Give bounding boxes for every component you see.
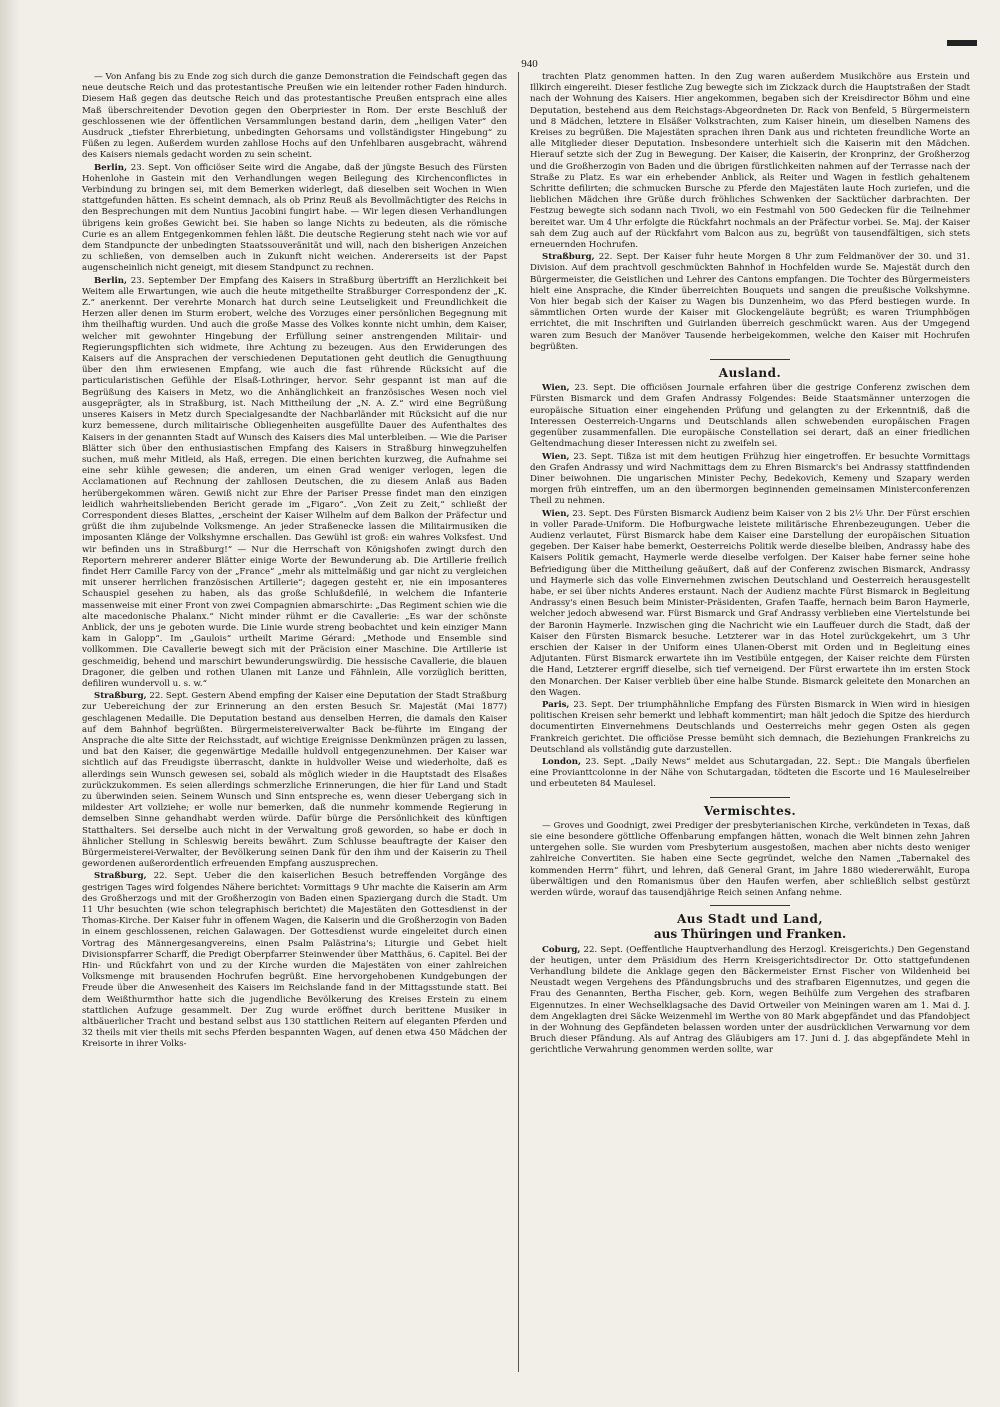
article-paragraph: [530, 383, 970, 450]
dateline: Wien,: [542, 383, 570, 394]
right-column: [530, 72, 970, 1058]
article-text: 23. Sept. Die officiösen Journale erfahren über die gestrige Conferenz zwischen dem Fürsten Bismarck und dem Grafen Andrassy Folgendes: Beide Staatsmänner unterzogen die europäische Situation einer eingehenden Prüfung und gelangten zu der Erkenntniß, daß die Interessen Oesterreich-Ungarns und Deutschlands allen schwebenden europäischen Fragen gegenüber zusammenfallen. Die europäische Constellation sei derart, daß an einer friedlichen Geltendmachung dieser Interessen nicht zu zweifeln sei.: [530, 383, 970, 450]
article-text: 22. Sept. Ueber die den kaiserlichen Besuch betreffenden Vorgänge des gestrigen Tages wird folgendes Nähere berichtet: Vormittags 9 Uhr machte die Kaiserin am Arm des Großherzogs und mit der Großherzogin von Baden einen Spaziergang durch die Stadt. Um 11 Uhr besuchten (wie schon telegraphisch berichtet) die Majestäten den Gottesdienst in der Thomas-Kirche. Der Kaiser fuhr in offenem Wagen, die Kaiserin und die Großherzogin von Baden in einem geschlossenen, reichen Galawagen. Der Gottesdienst wurde eingeleitet durch einen Vortrag des Männergesangvereins, einen Psalm Palästrina's; Liturgie und Gebet hielt Divisionspfarrer Scharff, die Predigt Oberpfarrer Steinwender über Matthäus, 6. Capitel. Bei der Hin- und Rückfahrt von und zu der Kirche wurden die Majestäten von einer zahlreichen Volksmenge mit brausenden Hochrufen begrüßt. Eine hervorgehobenen Kundgebungen der Freude über die Anwesenheit des Kaisers im Reichslande fand in der Mittagsstunde statt. Bei dem Weißthurmthor hatte sich die jugendliche Bevölkerung des Kreises Erstein zu einem stattlichen Aufzuge gesammelt. Der Zug wurde eröffnet durch berittene Musiker in altbäuerlicher Tracht und bestand selbst aus 130 stattlichen Reitern auf eleganten Pferden und 32 theils mit vier theils mit sechs Pferden bespannten Wagen, auf denen etwa 450 Mädchen der Kreisorte in ihrer Volks-: [82, 871, 507, 1050]
section-rule: [710, 359, 790, 360]
article-text: 23. September Der Empfang des Kaisers in Straßburg übertrifft an Herzlichkeit bei Weitem alle Erwartungen, wie auch die heute mitgetheilte Straßburger Correspondenz der „K. Z.“ anerkennt. Der verehrte Monarch hat durch seine Leutseligkeit und Freundlichkeit die Herzen aller denen im Sturm erobert, welche des Vorzuges einer persönlichen Begegnung mit ihm theilhaftig wurden. Und auch die große Masse des Volkes konnte nicht umhin, dem Kaiser, welcher mit gewohnter Hingebung der Erfüllung seiner anstrengenden Militair- und Regierungspflichten sich widmete, ihre Achtung zu bezeugen. Aus den Erwiderungen des Kaisers auf die Ansprachen der verschiedenen Deputationen geht deutlich die Genugthuung über den ihm erwiesenen Empfang, wie auch die fast rührende Rücksicht auf die particularistischen Gefühle der Elsaß-Lothringer, hervor. Sehr gespannt ist man auf die Begrüßung des Kaisers in Metz, wo die Anhänglichkeit an französisches Wesen noch viel ausgeprägter, als in Straßburg, ist. Nach Mittheilung der „N. A. Z.“ wird eine Begrüßung unseres Kaisers in Metz durch Specialgesandte der Nachbarländer mit Rücksicht auf die nur kurz bemessene, durch militairische Obliegenheiten ausgefüllte Dauer des Aufenthaltes des Kaisers in der genannten Stadt auf Wunsch des Kaisers dies Mal unterbleiben. — Wie die Pariser Blätter sich über den enthusiastischen Empfang des Kaisers in Straßburg hinwegzuhelfen suchen, muß mehr Mitleid, als Haß, erregen. Die einen berichten kurzweg, die Aufnahme sei eine sehr kühle gewesen; die anderen, um einen Grad weniger verlogen, legen die Acclamationen auf Rechnung der zahllosen Deutschen, die zu diesem Anlaß aus Baden herübergekommen wären. Gewiß nicht zur Ehre der Pariser Presse findet man den einzigen leidlich wahrheitsliebenden Bericht gerade im „Figaro“. „Von Zeit zu Zeit,“ schließt der Correspondent dieses Blattes, „erscheint der Kaiser Wilhelm auf dem Balkon der Präfectur und grüßt die ihm zujubelnde Volksmenge. An jeder Straßenecke lassen die Militairmusiken die imposanten Klänge der Volkshymne erschallen. Das Gewühl ist groß: ein wahres Volksfest. Und wir befinden uns in Straßburg!“ — Nur die Herrschaft von Königshofen zwingt durch den Reportern mehrerer anderer Blätter einige Worte der Bewunderung ab. Die Artillerie freilich findet Herr Camille Farcy von der „France“ „mehr als mittelmäßig und gar nicht zu vergleichen mit unserer herrlichen französischen Artillerie“; dagegen gesteht er, nie ein imposanteres Schauspiel gesehen zu haben, als das große Schlußdefilé, in welchem die Infanterie massenweise mit einer Front von zwei Compagnien abmarschirte: „Das Regiment schien wie die alte macedonische Phalanx.“ Nicht minder rühmt er die Cavallerie: „Es war der schönste Anblick, der uns je geboten wurde. Die Linie wurde streng beobachtet und kein einziger Mann kam in Galopp“. Im „Gaulois“ urtheilt Marime Gérard: „Methode und Ensemble sind vollkommen. Die Cavallerie bewegt sich mit der Präcision einer Maschine. Die Artillerie ist geschmeidig, behend und marschirt bewunderungswürdig. Die hessische Cavallerie, die blauen Dragoner, die gelben und rothen Ulanen mit Lanze und Fähnlein, Alle vorzüglich beritten, defiliren wundervoll u. s. w.“: [82, 275, 507, 689]
page-number: 940: [521, 58, 538, 70]
dateline: London,: [542, 756, 582, 767]
section-rule: [710, 905, 790, 906]
article-paragraph: [530, 452, 970, 508]
dateline: Coburg,: [542, 944, 581, 955]
article-text: 23. Sept. Des Fürsten Bismarck Audienz beim Kaiser von 2 bis 2½ Uhr. Der Fürst erschien in voller Parade-Uniform. Die Hofburgwache leistete militärische Ehrenbezeugungen. Ueber die Audienz verlautet, Fürst Bismarck habe dem Kaiser eine Darstellung der europäischen Situation gegeben. Der Kaiser habe bemerkt, Oesterreichs Politik werde dieselbe bleiben, Andrassy habe des Kaisers Politik gemacht, Haymerle werde dieselbe verfolgen. Der Kaiser habe ferner seine hohe Befriedigung über die Mittheilung geäußert, daß auf der Conferenz zwischen Bismarck, Andrassy und Haymerle sich das volle Einvernehmen zwischen Deutschland und Oesterreich herausgestellt habe, er sei über nichts Anderes erstaunt. Nach der Audienz machte Fürst Bismarck in Begleitung Andrassy's einen Besuch beim Minister-Präsidenten, Grafen Taaffe, hernach beim Baron Haymerle, welcher jedoch abwesend war. Fürst Bismarck und Graf Andrassy verblieben eine Viertelstunde bei der Baronin Haymerle. Inzwischen ging die Nachricht wie ein Lauffeuer durch die Stadt, daß der Kaiser den Fürsten Bismarck besuche. Letzterer war in das Hotel zurückgekehrt, um 3 Uhr erschien der Kaiser in der Uniform eines Ulanen-Oberst mit Orden und in Begleitung eines Adjutanten. Fürst Bismarck erwartete ihn im Vestibüle entgegen, der Kaiser reichte dem Fürsten die Hand, Letzterer ergriff dieselbe, sich tief verneigend. Der Fürst erwartete ihn im ersten Stock den Monarchen. Der Kaiser verblieb über eine halbe Stunde. Bismarck geleitete den Monarchen an den Wagen.: [530, 508, 970, 698]
article-text: trachten Platz genommen hatten. In den Zug waren außerdem Musikchöre aus Erstein und Illkirch eingereiht. Dieser festliche Zug bewegte sich im Zickzack durch die Hauptstraßen der Stadt nach der Wohnung des Kaisers. Hier angekommen, begaben sich der Kreisdirector Böhm und eine Deputation, bestehend aus dem Reichstags-Abgeordneten Dr. Rack von Benfeld, 5 Bürgermeistern und 8 Mädchen, letztere in Elsäßer Volkstrachten, zum Kaiser hinein, um dieselben Namens des Kreises zu begrüßen. Die Majestäten sprachen ihren Dank aus und richteten freundliche Worte an alle Mitglieder dieser Deputation. Insbesondere unterhielt sich die Kaiserin mit den Mädchen. Hierauf setzte sich der Zug in Bewegung. Der Kaiser, die Kaiserin, der Kronprinz, der Großherzog und die Großherzogin von Baden und die übrigen fürstlichkeiten nahmen auf der Terrasse nach der Straße zu Platz. Es war ein erhebender Anblick, als Reiter und Wagen in festlich gehaltenem Schritte defilirten; die schmucken Bursche zu Pferde den Majestäten laute Hoch zuriefen, und die lieblichen Mädchen ihre Grüße durch fröhliches Schwenken der Sacktücher darbrachten. Der Festzug bewegte sich sodann nach Tivoli, wo ein Festmahl von 500 Gedecken für die Teilnehmer bereitet war. Um 4 Uhr erfolgte die Rückfahrt nochmals an der Präfectur vorbei. Se. Maj. der Kaiser sah dem Zug auch auf der Rückfahrt vom Balcon aus zu, begrüßt von tausendfältigen, sich stets erneuernden Hochrufen.: [530, 72, 970, 251]
article-paragraph: [530, 72, 970, 251]
article-paragraph: [530, 945, 970, 1057]
article-paragraph: [530, 757, 970, 791]
article-text: 23. Sept. Der triumphähnliche Empfang des Fürsten Bismarck in Wien wird in hiesigen politischen Kreisen sehr bemerkt und lebhaft kommentirt; man hält jedoch die Spitze des hierdurch documentirten Einvernehmens Deutschlands und Oesterreichs mehr gegen Osten als gegen Frankreich gerichtet. Die officiöse Presse bemüht sich demnach, die Beziehungen Frankreichs zu Deutschland als vollständig gute darzustellen.: [530, 699, 970, 755]
article-paragraph: [530, 509, 970, 699]
article-paragraph: [82, 72, 507, 162]
left-column: [82, 72, 507, 1052]
column-divider: [518, 72, 519, 1372]
dateline: Straßburg,: [542, 252, 595, 263]
article-paragraph: [82, 691, 507, 870]
dateline: Wien,: [542, 508, 570, 519]
article-text: 22. Sept. Der Kaiser fuhr heute Morgen 8 Uhr zum Feldmanöver der 30. und 31. Division. Auf dem prachtvoll geschmückten Bahnhof in Hochfelden wurde Se. Majestät durch den Bürgermeister, die Geistlichen und Lehrer des Cantons empfangen. Die Tochter des Bürgermeisters hielt eine Ansprache, die Kinder überreichten Bouquets und sangen die preußische Volkshymne. Von hier begab sich der Kaiser zu Wagen bis Dunzenheim, wo das Pferd bestiegen wurde. In sämmtlichen Orten wurde der Kaiser mit Glockengeläute begrüßt; es waren Triumphbögen errichtet, die mit Inschriften und Guirlanden überreich geschmückt waren. Aus der Umgegend waren zum Besuch der Manöver Tausende herbeigekommen, welche den Kaiser mit Hochrufen begrüßten.: [530, 252, 970, 352]
dateline: Wien,: [542, 451, 570, 462]
article-paragraph: [82, 276, 507, 691]
section-heading: Aus Stadt und Land,: [676, 912, 824, 927]
section-heading: Ausland.: [718, 366, 782, 381]
article-text: 22. Sept. (Oeffentliche Hauptverhandlung des Herzogl. Kreisgerichts.) Den Gegenstand der heutigen, unter dem Präsidium des Herrn Kreisgerichtsdirector Dr. Otto stattgefundenen Verhandlung bildete die Anklage gegen den Bäckermeister Ernst Fischer von Wildenheid bei Neustadt wegen Vergehens des Pfändungsbruchs und des strafbaren Eigennutzes, und gegen die Frau des Genannten, Bertha Fischer, geb. Korn, wegen Beihülfe zum Vergehen des strafbaren Eigennutzes. In einer Wechselklagsache des David Ortweiler von Meiningen waren am 1. Mai d. J. dem Angeklagten drei Säcke Weizenmehl im Werthe von 80 Mark abgepfändet und das Pfandobject in der Wohnung des Gepfändeten belassen worden unter der ausdrücklichen Verwarnung vor dem Bruch dieser Pfändung. Als auf Antrag des Gläubigers am 17. Juni d. J. das abgepfändete Mehl in gerichtliche Verwahrung genommen werden sollte, war: [530, 944, 970, 1056]
section-subheading: aus Thüringen und Franken.: [653, 927, 847, 942]
section-heading: Vermischtes.: [703, 803, 797, 818]
article-text: 23. Sept. „Daily News“ meldet aus Schutargadan, 22. Sept.: Die Mangals überfielen eine Provianttcolonne in der Nähe von Schutargadan, tödteten die Escorte und 16 Mauleselreiber und erbeuteten 84 Maulesel.: [530, 756, 970, 790]
page-edge-shadow: [0, 0, 20, 1407]
article-text: 23. Sept. Von officiöser Seite wird die Angabe, daß der jüngste Besuch des Fürsten Hohenlohe in Gastein mit den Verhandlungen wegen Beilegung des Kirchenconflictes in Verbindung zu bringen sei, mit dem Bemerken widerlegt, daß dieselben seit Wochen in Wien stattgefunden hätten. Es scheint demnach, als ob Prinz Reuß als Bevollmächtigter des Reichs in den Besprechungen mit dem Nuntius Jacobini fungirt habe. — Wir legen diesen Verhandlungen übrigens kein großes Gewicht bei. Sie haben so lange Nichts zu bedeuten, als die römische Curie es an allem Entgegenkommen fehlen läßt. Die deutsche Regierung steht nach wie vor auf dem Standpuncte der unbedingten Staatssouveränität und will, nach den bisherigen Anzeichen zu schließen, von demselben auch in Zukunft nicht weichen. Andererseits ist der Papst augenscheinlich nicht geneigt, mit diesem Standpunct zu rechnen.: [82, 162, 507, 274]
section-rule: [710, 797, 790, 798]
article-paragraph: [530, 252, 970, 353]
article-paragraph: [82, 871, 507, 1050]
article-paragraph: [530, 821, 970, 899]
newspaper-page: [82, 40, 977, 1375]
dateline: Straßburg,: [94, 691, 147, 702]
article-text: — Groves und Goodnigt, zwei Prediger der presbyterianischen Kirche, verkündeten in Texas, daß sie eine besondere göttliche Offenbarung empfangen hätten, wonach die Welt binnen zehn Jahren untergehen solle. Sie wurden vom Presbyterium ausgestoßen, machen aber nichts desto weniger zahlreiche Convertiten. Sie haben eine Secte gegründet, welche den Namen „Tabernakel des kommenden Herrn“ führt, und lehren, daß General Grant, im Jahre 1880 wiedererwählt, Europa überwältigen und den Romanismus über den Haufen werfen, aber schließlich selbst gestürzt werden würde, worauf das tausendjährige Reich seinen Anfang nehme.: [530, 820, 970, 899]
article-paragraph: [530, 700, 970, 756]
article-paragraph: [82, 163, 507, 275]
corner-mark: [947, 40, 977, 46]
article-text: — Von Anfang bis zu Ende zog sich durch die ganze Demonstration die Feindschaft gegen das neue deutsche Reich und das protestantische Preußen wie ein leitender rother Faden hindurch. Diesem Haß gegen das deutsche Reich und das protestantische Preußen entsprach eine alles Maß überschreitender Devotion gegen den Oberpriester in Rom. Der erste Beschluß der geschlossenen wie der öffentlichen Versammlungen bestand darin, dem „heiligen Vater“ den Ausdruck „tiefster Ehrerbietung, unbedingten Gehorsams und vollständigster Hingebung“ zu Füßen zu legen. Außerdem wurden zahllose Hochs auf den Unfehlbaren ausgebracht, während des Kaisers niemals gedacht worden zu sein scheint.: [82, 72, 507, 161]
article-text: 23. Sept. Tißza ist mit dem heutigen Frühzug hier eingetroffen. Er besuchte Vormittags den Grafen Andrassy und wird Nachmittags dem zu Ehren Bismarck's bei Andrassy stattfindenden Diner beiwohnen. Die ungarischen Minister Pechy, Bedekovich, Kemeny und Szapary werden morgen früh eintreffen, um an den übermorgen beginnenden gemeinsamen Ministerconferenzen Theil zu nehmen.: [530, 451, 970, 507]
dateline: Paris,: [542, 699, 570, 710]
dateline: Straßburg,: [94, 871, 147, 882]
article-text: 22. Sept. Gestern Abend empfing der Kaiser eine Deputation der Stadt Straßburg zur Uebereichung der zur Erinnerung an den ersten Besuch Sr. Majestät (Mai 1877) geschlagenen Medaille. Die Deputation bestand aus denselben Herren, die damals den Kaiser auf dem Bahnhof begrüßten. Bürgermeistereiverwalter Back be-führte im Eingang der Ansprache die alte Sitte der Reichsstadt, auf wichtige Ereignisse Denkmünzen prägen zu lassen, und bat den Kaiser, die gegenwärtige Medaille huldvoll entgegenzunehmen. Der Kaiser war sichtlich auf das Freudigste überrascht, dankte in huldvoller Weise und wiederholte, daß es allerdings sein Wunsch gewesen sei, sobald als möglich wieder in die Hauptstadt des Elsaßes zurückzukommen. Es seien allerdings schmerzliche Erinnerungen, die hier für Land und Stadt zu überwinden seien. Seinem Wunsch und Sinn entspreche es, wenn dieser Uebergang sich in mildester Art vollziehe; er wolle nur bemerken, daß die nunmehr kommende Regierung in demselben Sinne gehandhabt werden würde. Dafür bürge die Persönlichkeit des künftigen Statthalters. Sei derselbe auch nicht in der Verwaltung groß geworden, so habe er doch in ähnlicher Stellung in Schleswig bereits bewährt. Zum Schlusse beauftragte der Kaiser den Bürgermeisterei-Verwalter, der Bevölkerung seinen Dank für den ihm und der Kaiserin zu Theil gewordenen außerordentlich erfreuenden Empfang auszusprechen.: [82, 691, 507, 870]
dateline: Berlin,: [94, 162, 128, 173]
dateline: Berlin,: [94, 275, 128, 286]
